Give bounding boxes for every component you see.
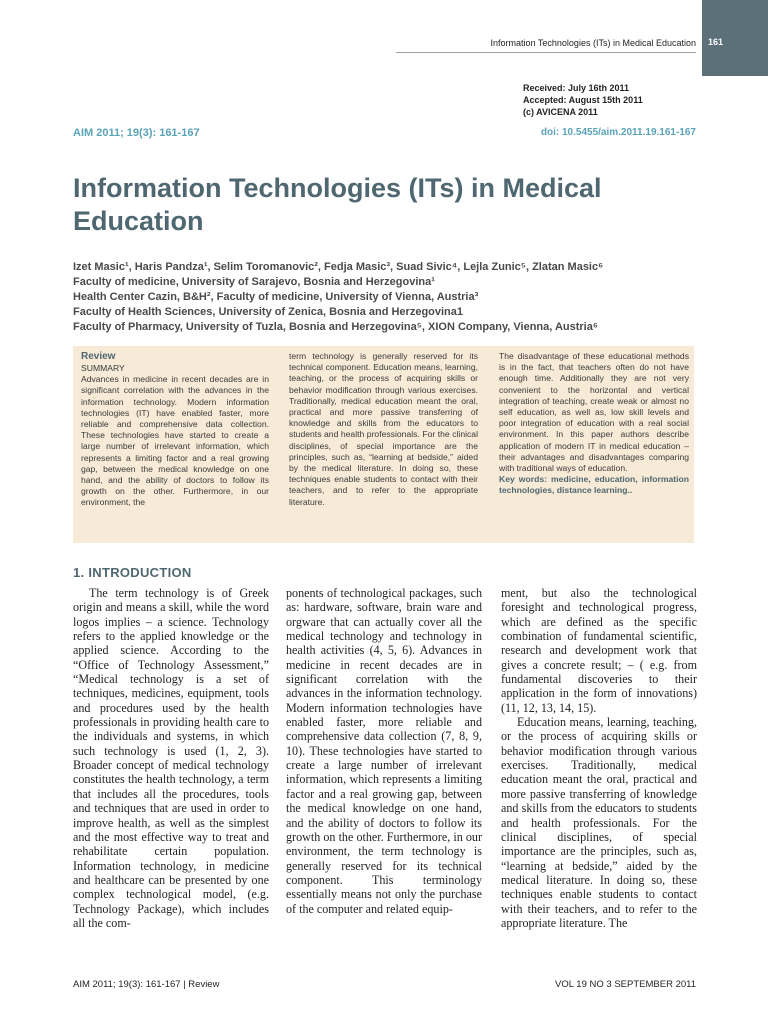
running-header <box>396 38 696 53</box>
page-number: 161 <box>708 37 724 47</box>
copyright-notice: (c) AVICENA 2011 <box>523 107 598 117</box>
author-list: Izet Masic¹, Haris Pandza¹, Selim Toromanovic², Fedja Masic³, Suad Sivic⁴, Lejla Zunic⁵, Zlatan Masic⁶ <box>73 261 604 273</box>
page-number-tab <box>702 0 768 76</box>
abstract-text-1: Advances in medicine in recent decades are in significant correlation with the advances in the information technology. Modern information technologies (IT) have enabled faster, more reliable and comprehensive data collection. These technologies have started to create a large number of irrelevant information, which represents a limiting factor and a real growing gap, between the medical knowledge on one hand, and the ability of doctors to follow its growth on the other. Furthermore, in our environment, the <box>81 374 269 508</box>
section-heading: 1. INTRODUCTION <box>73 565 192 580</box>
article-dates <box>523 82 643 118</box>
abstract-column-1 <box>81 351 269 509</box>
accepted-date: Accepted: August 15th 2011 <box>523 95 643 105</box>
body-column-3 <box>501 586 697 930</box>
abstract-column-2 <box>289 351 478 508</box>
summary-label: SUMMARY <box>81 363 125 373</box>
article-title: Information Technologies (ITs) in Medical Education <box>73 173 602 236</box>
received-date: Received: July 16th 2011 <box>523 83 630 93</box>
body-paragraph: ment, but also the technological foresight and technological progress, which are defined as the specific combination of fundamental scientific, research and development work that gives a concrete result; – ( e.g. from fundamental discoveries to their application in the form of innovations) (11, 12, 13, 14, 15). <box>501 586 697 715</box>
affiliation-2: Health Center Cazin, B&H², Faculty of medicine, University of Vienna, Austria³ <box>73 291 479 303</box>
affiliation-3: Faculty of Health Sciences, University of Zenica, Bosnia and Herzegovina1 <box>73 306 464 318</box>
body-paragraph: ponents of technological packages, such as: hardware, software, brain ware and orgware that can actually cover all the medical technology and technology in health activities (4, 5, 6). Advances in medicine in recent decades are in significant correlation with the advances in the information technology. Modern information technologies have enabled faster, more reliable and comprehensive data collection (7, 8, 9, 10). These technologies have started to create a large number of irrelevant information, which represents a limiting factor and a real growing gap, between the medical knowledge on one hand, and the ability of doctors to follow its growth on the other. Furthermore, in our environment, the term technology is generally reserved for its technical component. This terminology essentially means not only the purchase of the computer and related equip- <box>286 586 482 916</box>
affiliation-4: Faculty of Pharmacy, University of Tuzla, Bosnia and Herzegovina⁵, XION Company, Vienna, Austria⁶ <box>73 321 598 333</box>
body-column-1 <box>73 586 269 930</box>
running-title: Information Technologies (ITs) in Medical Education <box>490 38 696 48</box>
abstract-text-2: term technology is generally reserved for its technical component. Education means, learning, teaching, or the process of acquiring skills or behavior modification through various exercises. Traditionally, medical education meant the oral, practical and more passive transferring of knowledge and skills from the educators to students and health professionals. For the clinical disciplines, of special importance are the principles, such as, “learning at bedside,” aided by the medical literature. In doing so, these techniques enable students to contact with their teachers, and to refer to the appropriate literature. <box>289 351 478 507</box>
journal-citation: AIM 2011; 19(3): 161-167 <box>73 127 200 139</box>
footer-issue: VOL 19 NO 3 SEPTEMBER 2011 <box>555 979 696 990</box>
abstract-box <box>73 346 694 543</box>
body-column-2 <box>286 586 482 916</box>
doi-link[interactable]: doi: 10.5455/aim.2011.19.161-167 <box>540 127 696 138</box>
body-paragraph: The term technology is of Greek origin and means a skill, while the word logos implies – a science. Technology refers to the applied knowledge or the applied science. According to the “Office of Technology Assessment,” “Medical technology is a set of techniques, medicines, equipment, tools and procedures used by the health professionals in providing health care to the individuals and systems, in which such technology is used (1, 2, 3). Broader concept of medical technology constitutes the health technology, a term that includes all the procedures, tools and techniques that are used in order to improve health, as well as the simplest and the most effective way to treat and rehabilitate certain population. Information technology, in medicine and healthcare can be presented by one complex technological model, (e.g. Technology Package), which includes all the com- <box>73 586 269 930</box>
abstract-column-3 <box>499 351 689 497</box>
abstract-text-3: The disadvantage of these educational methods is in the fact, that teachers often do not have enough time. Additionally they are not very convenient to the horizontal and vertical integration of teaching, create weak or almost no self education, as well as, low skill levels and poor integration of education with a real social environment. In this paper authors describe application of modern IT in medical education – their advantages and disadvantages comparing with traditional ways of education. <box>499 351 689 474</box>
body-paragraph: Education means, learning, teaching, or the process of acquiring skills or behavior modification through various exercises. Traditionally, medical education meant the oral, practical and more passive transferring of knowledge and skills from the educators to students and health professionals. For the clinical disciplines, of special importance are the principles, such as, “learning at bedside,” aided by the medical literature. In doing so, these techniques enable students to contact with their teachers, and to refer to the appropriate literature. The <box>501 715 697 930</box>
keywords: Key words: medicine, education, information technologies, distance learning.. <box>499 474 689 496</box>
footer-citation: AIM 2011; 19(3): 161-167 | Review <box>73 979 220 990</box>
affiliation-1: Faculty of medicine, University of Sarajevo, Bosnia and Herzegovina¹ <box>73 276 435 288</box>
article-type-label: Review <box>81 351 116 362</box>
author-block <box>73 260 603 335</box>
